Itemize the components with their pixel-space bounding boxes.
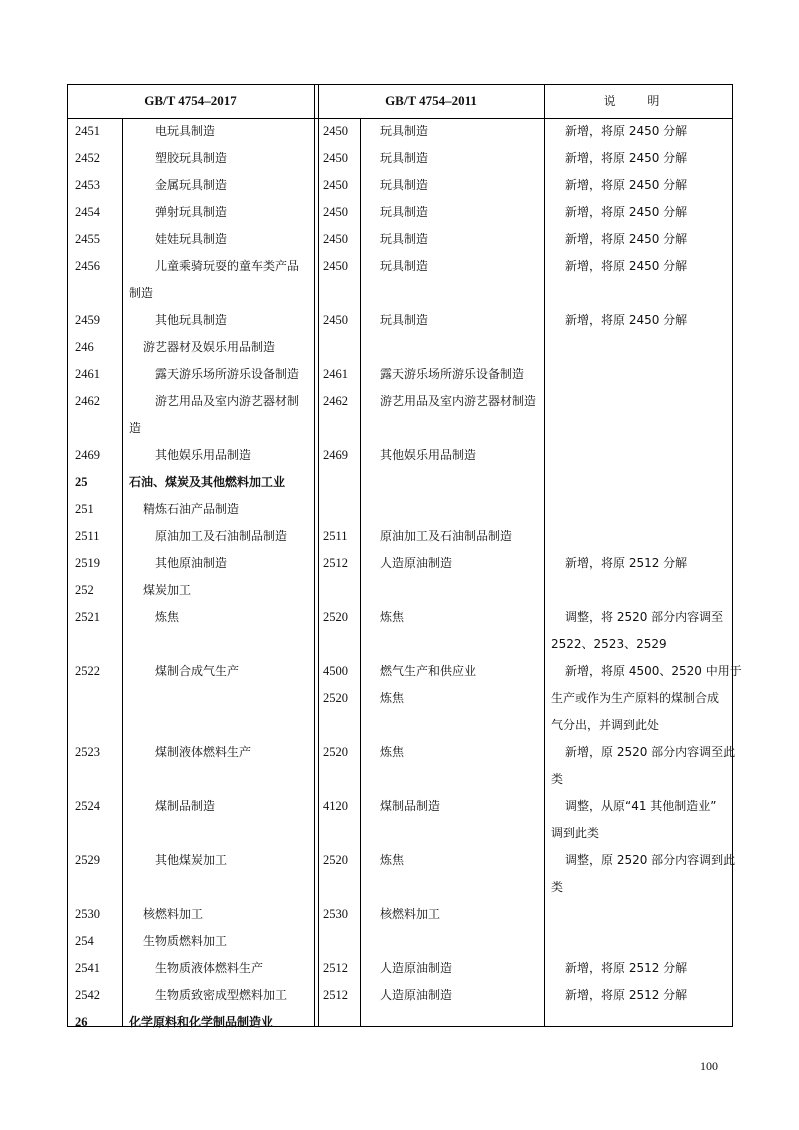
- new-name: 金属玩具制造: [155, 178, 228, 192]
- old-name: 玩具制造: [380, 259, 429, 273]
- table-row: [67, 388, 733, 442]
- note-text: 新增，将原 2450 分解: [565, 124, 688, 138]
- new-code: 2530: [75, 907, 100, 921]
- new-code: 2462: [75, 394, 100, 408]
- old-code: 2450: [323, 313, 348, 327]
- table-row: [67, 847, 736, 901]
- old-name: 玩具制造: [380, 178, 429, 192]
- note-text: 类: [551, 772, 564, 786]
- new-name: 炼焦: [155, 610, 180, 624]
- note-text: 新增，将原 2512 分解: [565, 961, 688, 975]
- new-name: 生物质致密成型燃料加工: [155, 988, 288, 1002]
- old-code: 2512: [323, 961, 348, 975]
- new-code: 2542: [75, 988, 100, 1002]
- old-name: 煤制品制造: [380, 799, 441, 813]
- old-code: 2520: [323, 853, 348, 867]
- table-row: [67, 1009, 733, 1036]
- note-text: 新增，原 2520 部分内容调至此: [565, 745, 736, 759]
- old-name: 人造原油制造: [380, 961, 453, 975]
- old-code: 2530: [323, 907, 348, 921]
- new-code: 2461: [75, 367, 100, 381]
- table-row: [67, 442, 733, 469]
- old-name: 玩具制造: [380, 232, 429, 246]
- table-row: [67, 226, 733, 253]
- old-name: 玩具制造: [380, 205, 429, 219]
- new-code: 2519: [75, 556, 100, 570]
- old-code: 2461: [323, 367, 348, 381]
- new-name: 其他原油制造: [155, 556, 228, 570]
- old-code: 4120: [323, 799, 348, 813]
- new-code: 2453: [75, 178, 100, 192]
- old-name: 其他娱乐用品制造: [380, 448, 477, 462]
- new-name: 原油加工及石油制品制造: [155, 529, 288, 543]
- new-code: 246: [75, 340, 94, 354]
- new-code: 26: [75, 1015, 88, 1029]
- old-name: 炼焦: [380, 610, 405, 624]
- note-text: 新增，将原 2450 分解: [565, 151, 688, 165]
- old-code: 2512: [323, 556, 348, 570]
- old-code: 2512: [323, 988, 348, 1002]
- new-code: 2511: [75, 529, 100, 543]
- old-name: 人造原油制造: [380, 988, 453, 1002]
- header-2011: GB/T 4754–2011: [385, 93, 477, 108]
- old-name: 玩具制造: [380, 313, 429, 327]
- table-row: [67, 928, 733, 955]
- new-name: 生物质燃料加工: [143, 934, 228, 948]
- note-text: 新增，将原 2512 分解: [565, 988, 688, 1002]
- old-code: 2450: [323, 178, 348, 192]
- note-text: 新增，将原 2450 分解: [565, 313, 688, 327]
- new-name: 塑胶玩具制造: [155, 151, 228, 165]
- new-code: 25: [75, 475, 88, 489]
- table-row: [67, 145, 733, 172]
- new-code: 2524: [75, 799, 100, 813]
- new-name: 电玩具制造: [155, 124, 216, 138]
- new-code: 2541: [75, 961, 100, 975]
- new-name: 核燃料加工: [143, 907, 204, 921]
- old-code: 2511: [323, 529, 348, 543]
- new-code: 2459: [75, 313, 100, 327]
- new-name: 生物质液体燃料生产: [155, 961, 264, 975]
- new-name: 儿童乘骑玩耍的童车类产品: [155, 259, 300, 273]
- old-name: 玩具制造: [380, 124, 429, 138]
- new-code: 2521: [75, 610, 100, 624]
- table-row: [67, 793, 733, 847]
- new-name: 煤制合成气生产: [155, 664, 240, 678]
- new-name: 精炼石油产品制造: [143, 502, 240, 516]
- table-row: [67, 739, 736, 793]
- new-name: 露天游乐场所游乐设备制造: [155, 367, 300, 381]
- new-name: 造: [129, 421, 142, 435]
- new-name: 其他娱乐用品制造: [155, 448, 252, 462]
- old-code: 2450: [323, 151, 348, 165]
- table-row: [67, 469, 733, 496]
- new-code: 252: [75, 583, 94, 597]
- old-code: 2450: [323, 205, 348, 219]
- table-row: [67, 496, 733, 523]
- new-name: 娃娃玩具制造: [155, 232, 228, 246]
- new-code: 2523: [75, 745, 100, 759]
- note-text: 新增，将原 2450 分解: [565, 205, 688, 219]
- old-code: 4500: [323, 664, 348, 678]
- new-code: 254: [75, 934, 94, 948]
- table-row: [67, 253, 733, 307]
- new-name: 化学原料和化学制品制造业: [129, 1015, 274, 1029]
- table-row: [67, 955, 733, 982]
- old-name: 燃气生产和供应业: [380, 664, 477, 678]
- old-name: 炼焦: [380, 853, 405, 867]
- old-code: 2450: [323, 259, 348, 273]
- note-text: 生产或作为生产原料的煤制合成: [551, 691, 720, 705]
- header-2017: GB/T 4754–2017: [144, 93, 237, 108]
- note-text: 调整，原 2520 部分内容调到此: [565, 853, 736, 867]
- new-name: 制造: [129, 286, 154, 300]
- new-name: 煤制品制造: [155, 799, 216, 813]
- table-row: [67, 901, 733, 928]
- table-row: [67, 523, 733, 550]
- new-name: 游艺器材及娱乐用品制造: [143, 340, 276, 354]
- table-row: [67, 334, 733, 361]
- note-text: 新增，将原 2512 分解: [565, 556, 688, 570]
- note-text: 2522、2523、2529: [551, 637, 667, 651]
- table-row: [67, 658, 742, 739]
- old-name: 玩具制造: [380, 151, 429, 165]
- new-code: 2469: [75, 448, 100, 462]
- new-code: 2529: [75, 853, 100, 867]
- new-code: 2522: [75, 664, 100, 678]
- new-name: 其他煤炭加工: [155, 853, 228, 867]
- note-text: 新增，将原 4500、2520 中用于: [565, 664, 742, 678]
- header-notes: 说 明: [603, 94, 674, 108]
- note-text: 调整，从原“41 其他制造业”: [565, 799, 717, 813]
- table-row: [67, 577, 733, 604]
- old-name: 人造原油制造: [380, 556, 453, 570]
- old-name: 露天游乐场所游乐设备制造: [380, 367, 525, 381]
- old-code: 2469: [323, 448, 348, 462]
- old-code: 2450: [323, 124, 348, 138]
- old-name: 炼焦: [380, 745, 405, 759]
- new-name: 其他玩具制造: [155, 313, 228, 327]
- note-text: 类: [551, 880, 564, 894]
- new-name: 弹射玩具制造: [155, 205, 228, 219]
- old-code: 2520: [323, 610, 348, 624]
- table-row: [67, 550, 733, 577]
- page-number: 100: [700, 1059, 718, 1073]
- note-text: 新增，将原 2450 分解: [565, 259, 688, 273]
- new-code: 251: [75, 502, 94, 516]
- old-name: 原油加工及石油制品制造: [380, 529, 513, 543]
- table-row: [67, 307, 733, 334]
- table-row: [67, 172, 733, 199]
- table-row: [67, 982, 733, 1009]
- old-name: 游艺用品及室内游艺器材制造: [380, 394, 537, 408]
- new-name: 游艺用品及室内游艺器材制: [155, 394, 300, 408]
- table-row: [67, 604, 733, 658]
- old-code: 2520: [323, 745, 348, 759]
- new-code: 2455: [75, 232, 100, 246]
- note-text: 气分出，并调到此处: [551, 718, 660, 732]
- new-code: 2456: [75, 259, 100, 273]
- table-row: [67, 199, 733, 226]
- new-code: 2452: [75, 151, 100, 165]
- old-code: 2462: [323, 394, 348, 408]
- old-name: 核燃料加工: [380, 907, 441, 921]
- old-name: 炼焦: [380, 691, 405, 705]
- new-name: 石油、煤炭及其他燃料加工业: [129, 475, 286, 489]
- old-code: 2450: [323, 232, 348, 246]
- note-text: 新增，将原 2450 分解: [565, 232, 688, 246]
- table-row: [67, 361, 733, 388]
- table-row: [67, 118, 733, 145]
- new-code: 2451: [75, 124, 100, 138]
- new-name: 煤制液体燃料生产: [155, 745, 252, 759]
- old-code: 2520: [323, 691, 348, 705]
- new-code: 2454: [75, 205, 100, 219]
- note-text: 调到此类: [551, 826, 600, 840]
- note-text: 调整，将 2520 部分内容调至: [565, 610, 724, 624]
- new-name: 煤炭加工: [143, 583, 192, 597]
- note-text: 新增，将原 2450 分解: [565, 178, 688, 192]
